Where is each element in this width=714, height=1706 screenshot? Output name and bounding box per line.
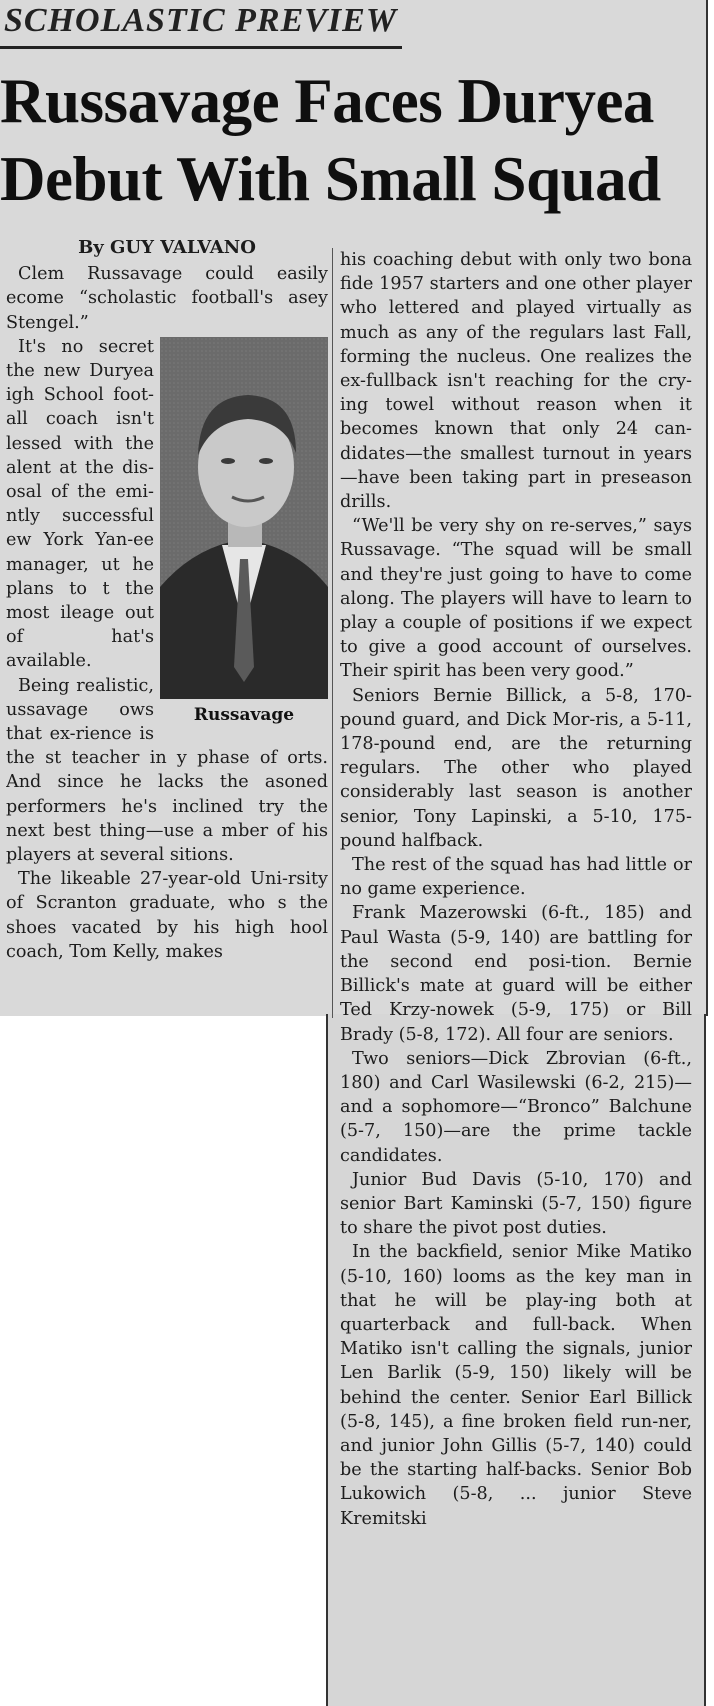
article-column-right (340, 248, 692, 1698)
paragraph: It's no secret the new Duryea igh School foot-all coach isn't lessed with the alent at the dis-osal of the emi-ntly successful ew York Yan-ee manager, ut he plans to t the most ileage out of hat's available. (6, 336, 154, 672)
headline-line-2: Debut With Small Squad (0, 144, 661, 214)
paragraph: The rest of the squad has had little or no game experience. (340, 855, 692, 900)
paragraph: his coaching debut with only two bona fide 1957 starters and one other player who lettered and played virtually as much as any of the regulars last Fall, forming the nucleus. One realizes the ex-fullback isn't reaching for the cry-ing towel without reason when it becomes known that only 24 can-didates—the smallest turnout in years—have been taking part in preseason drills. (340, 250, 692, 513)
paragraph: Seniors Bernie Billick, a 5-8, 170-pound guard, and Dick Mor-ris, a 5-11, 178-pound end, are the returning regulars. The other who played considerably last season is another senior, Tony Lapinski, a 5-10, 175-pound halfback. (340, 685, 692, 851)
photo-block (160, 337, 328, 727)
paragraph: Junior Bud Davis (5-10, 170) and senior Bart Kaminski (5-7, 150) figure to share the pivot post duties. (340, 1169, 692, 1239)
section-kicker: SCHOLASTIC PREVIEW (4, 2, 398, 39)
paragraph: Frank Mazerowski (6-ft., 185) and Paul Wasta (5-9, 140) are battling for the second end posi-tion. Bernie Billick's mate at guard will be either Ted Krzy-nowek (5-9, 175) or Bill Brady (5-8, 172). All four are seniors. (340, 903, 692, 1045)
portrait-image (160, 337, 328, 699)
column-divider (332, 248, 333, 1018)
paragraph: In the backfield, senior Mike Matiko (5-10, 160) looms as the key man in that he will be play-ing both at quarterback and full-back. When Matiko isn't calling the signals, junior Len Barlik (5-9, 150) likely will be behind the center. Senior Earl Billick (5-8, 145), a fine broken field run-ner, and junior John Gillis (5-7, 140) could be the starting half-backs. Senior Bob Lukowich (5-8, ... junior Steve Kremitski (340, 1242, 692, 1529)
photo-caption: Russavage (193, 704, 295, 725)
paragraph: Clem Russavage could easily ecome “scholastic football's asey Stengel.” (6, 264, 328, 333)
article-column-left (6, 236, 328, 1011)
headline (0, 62, 706, 218)
headline-line-1: Russavage Faces Duryea (0, 66, 654, 136)
coach-photo (160, 337, 328, 699)
paragraph: Two seniors—Dick Zbrovian (6-ft., 180) and Carl Wasilewski (6-2, 215)—and a sophomore—“Bronco” Balchune (5-7, 150)—are the prime tackle candidates. (340, 1048, 692, 1166)
blank-cutout (0, 1016, 326, 1706)
paragraph: “We'll be very shy on re-serves,” says Russavage. “The squad will be small and they're just going to have to come along. The players will have to learn to play a couple of positions if we expect to give a good account of ourselves. Their spirit has been very good.” (340, 516, 692, 682)
byline: By GUY VALVANO (78, 237, 256, 258)
paragraph: The likeable 27-year-old Uni-rsity of Scranton graduate, who s the shoes vacated by his high hool coach, Tom Kelly, makes (6, 869, 328, 962)
kicker-rule (0, 46, 402, 49)
paragraph: Being realistic, ussavage ows that ex-rience is the st teacher in y phase of orts. And since he lacks the asoned performers he's inclined try the next best thing—use a mber of his players at several sitions. (6, 675, 328, 866)
